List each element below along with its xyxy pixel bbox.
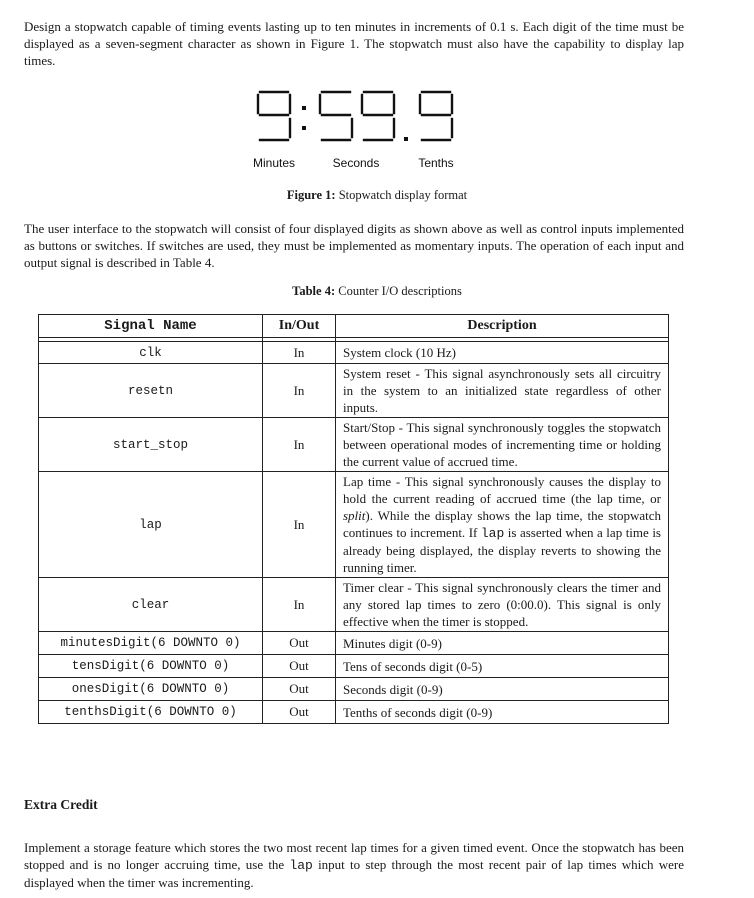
table-row (39, 418, 669, 472)
header-signal-name: Signal Name (39, 315, 263, 338)
tenths-label: Tenths (418, 156, 454, 170)
signal-cell: lap (39, 472, 263, 578)
intro-paragraph: Design a stopwatch capable of timing events lasting up to ten minutes in increments of 0.1 s. Each digit of the time must be displayed as a seven-segment character as shown in Figure 1. The stopwatch must also have the capability to display lap times. (24, 19, 684, 68)
figure-caption-label: Figure 1: (286, 188, 336, 202)
extra-credit-heading: Extra Credit (24, 797, 98, 812)
tens-digit-segments (320, 92, 352, 140)
interface-paragraph: The user interface to the stopwatch will consist of four displayed digits as shown above as well as control inputs implemented as buttons or switches. If switches are used, they must be implemented as momentary inputs. The operation of each input and output signal is described in Table 4. (24, 221, 684, 270)
stopwatch-figure (240, 86, 470, 176)
figure-caption-text: Stopwatch display format (338, 188, 468, 202)
io-cell: Out (263, 632, 336, 655)
extra-credit-paragraph: Implement a storage feature which stores the two most recent lap times for a given timed event. Once the stopwatch has been stopped and is no longer accruing time, use the lap input to step through the most recent pair of lap times which were displayed when the timer was incrementing. (24, 840, 684, 890)
description-cell: Lap time - This signal synchronously causes the display to hold the current reading of accrued time (the lap time, or split). While the display shows the lap time, the stopwatch continues to increment. If lap is asserted when a lap time is already being displayed, the display reverts to showing the running timer. (336, 472, 669, 578)
description-cell: Seconds digit (0-9) (336, 678, 669, 701)
io-cell: Out (263, 701, 336, 724)
table-row (39, 578, 669, 632)
seven-segment-display (258, 92, 452, 140)
io-cell: In (263, 472, 336, 578)
io-cell: In (263, 418, 336, 472)
table-row (39, 655, 669, 678)
colon-dot-top (302, 106, 306, 110)
signal-cell: onesDigit(6 DOWNTO 0) (39, 678, 263, 701)
table-row (39, 701, 669, 724)
tenths-digit-segments (420, 92, 452, 140)
signal-cell: clk (39, 342, 263, 364)
signal-cell: start_stop (39, 418, 263, 472)
table-caption-label: Table 4: (292, 284, 336, 298)
seconds-label: Seconds (332, 156, 380, 170)
table-row (39, 632, 669, 655)
description-cell: Timer clear - This signal synchronously clears the timer and any stored lap times to zero (0:00.0). This signal is only effective when the timer is stopped. (336, 578, 669, 632)
table-caption (0, 284, 754, 299)
signal-cell: tenthsDigit(6 DOWNTO 0) (39, 701, 263, 724)
io-cell: Out (263, 655, 336, 678)
io-cell: Out (263, 678, 336, 701)
table-caption-text: Counter I/O descriptions (338, 284, 462, 298)
table-row (39, 342, 669, 364)
header-description: Description (336, 315, 669, 338)
table-header-row (39, 315, 669, 338)
io-cell: In (263, 364, 336, 418)
description-cell: System clock (10 Hz) (336, 342, 669, 364)
description-cell: Start/Stop - This signal synchronously toggles the stopwatch between operational modes of incrementing time or holding the current value of accrued time. (336, 418, 669, 472)
description-cell: Tens of seconds digit (0-5) (336, 655, 669, 678)
signal-cell: clear (39, 578, 263, 632)
header-in-out: In/Out (263, 315, 336, 338)
io-table (38, 314, 669, 724)
description-cell: Tenths of seconds digit (0-9) (336, 701, 669, 724)
signal-cell: tensDigit(6 DOWNTO 0) (39, 655, 263, 678)
description-cell: System reset - This signal asynchronously sets all circuitry in the system to an initialized state regardless of other inputs. (336, 364, 669, 418)
ones-digit-segments (362, 92, 394, 140)
minutes-digit-segments (258, 92, 290, 140)
colon-dot-bottom (302, 126, 306, 130)
decimal-point (404, 137, 408, 141)
table-row (39, 678, 669, 701)
io-cell: In (263, 578, 336, 632)
signal-cell: resetn (39, 364, 263, 418)
description-cell: Minutes digit (0-9) (336, 632, 669, 655)
table-row (39, 364, 669, 418)
minutes-label: Minutes (252, 156, 296, 170)
signal-cell: minutesDigit(6 DOWNTO 0) (39, 632, 263, 655)
table-row (39, 472, 669, 578)
figure-caption (0, 188, 754, 203)
io-cell: In (263, 342, 336, 364)
